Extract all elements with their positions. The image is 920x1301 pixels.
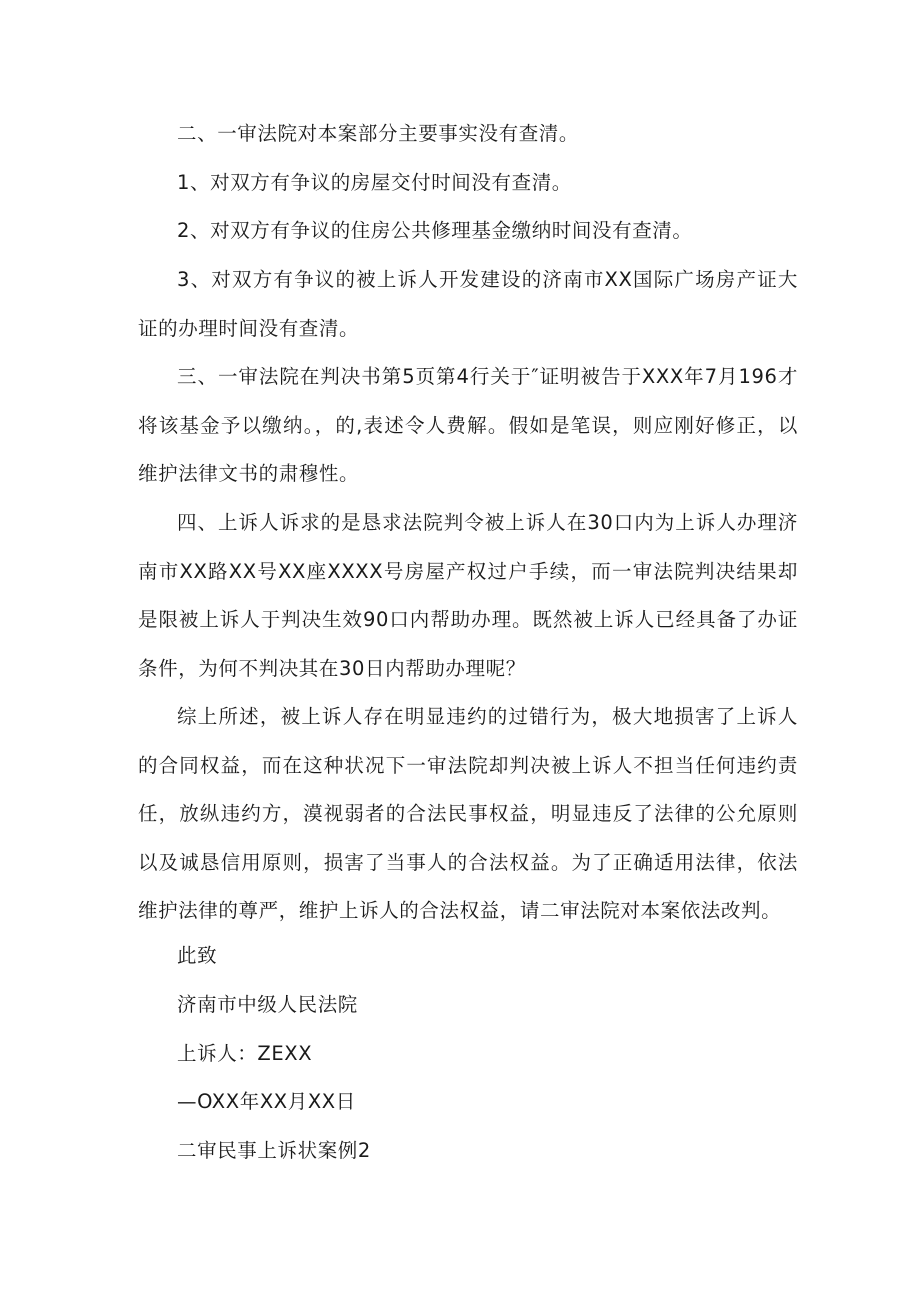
paragraph-conclusion: 综上所述，被上诉人存在明显违约的过错行为，极大地损害了上诉人的合同权益，而在这种状况下一审法院却判决被上诉人不担当任何违约责任，放纵违约方，漠视弱者的合法民事权益，明显违反了法律的公允原则以及诚恳信用原则，损害了当事人的合法权益。为了正确适用法律，依法维护法律的尊严，维护上诉人的合法权益，请二审法院对本案依法改判。 bbox=[138, 705, 798, 922]
paragraph-section-two: 二、一审法院对本案部分主要事实没有查清。 bbox=[177, 122, 580, 145]
paragraph-item-3: 3、对双方有争议的被上诉人开发建设的济南市XX国际广场房产证大证的办理时间没有查清。 bbox=[138, 268, 798, 340]
paragraph-section-three: 三、一审法院在判决书第5页第4行关于″证明被告于XXX年7月196才将该基金予以缴纳。，的,表述令人费解。假如是笔误，则应刚好修正，以维护法律文书的肃穆性。 bbox=[138, 365, 798, 485]
paragraph-section-four: 四、上诉人诉求的是恳求法院判令被上诉人在30口内为上诉人办理济南市XX路XX号XX座XXXX号房屋产权过户手续，而一审法院判决结果却是限被上诉人于判决生效90口内帮助办理。既然被上诉人已经具备了办证条件，为何不判决其在30日内帮助办理呢？ bbox=[138, 511, 798, 680]
paragraph-item-1: 1、对双方有争议的房屋交付时间没有查清。 bbox=[177, 171, 572, 194]
next-case-title: 二审民事上诉状案例2 bbox=[177, 1139, 371, 1162]
document-date: —OXX年XX月XX日 bbox=[177, 1090, 356, 1113]
court-name: 济南市中级人民法院 bbox=[177, 993, 358, 1016]
paragraph-item-2: 2、对双方有争议的住房公共修理基金缴纳时间没有查清。 bbox=[177, 219, 693, 242]
appellant-signature: 上诉人：ZEXX bbox=[177, 1042, 313, 1065]
salutation: 此致 bbox=[177, 944, 218, 967]
